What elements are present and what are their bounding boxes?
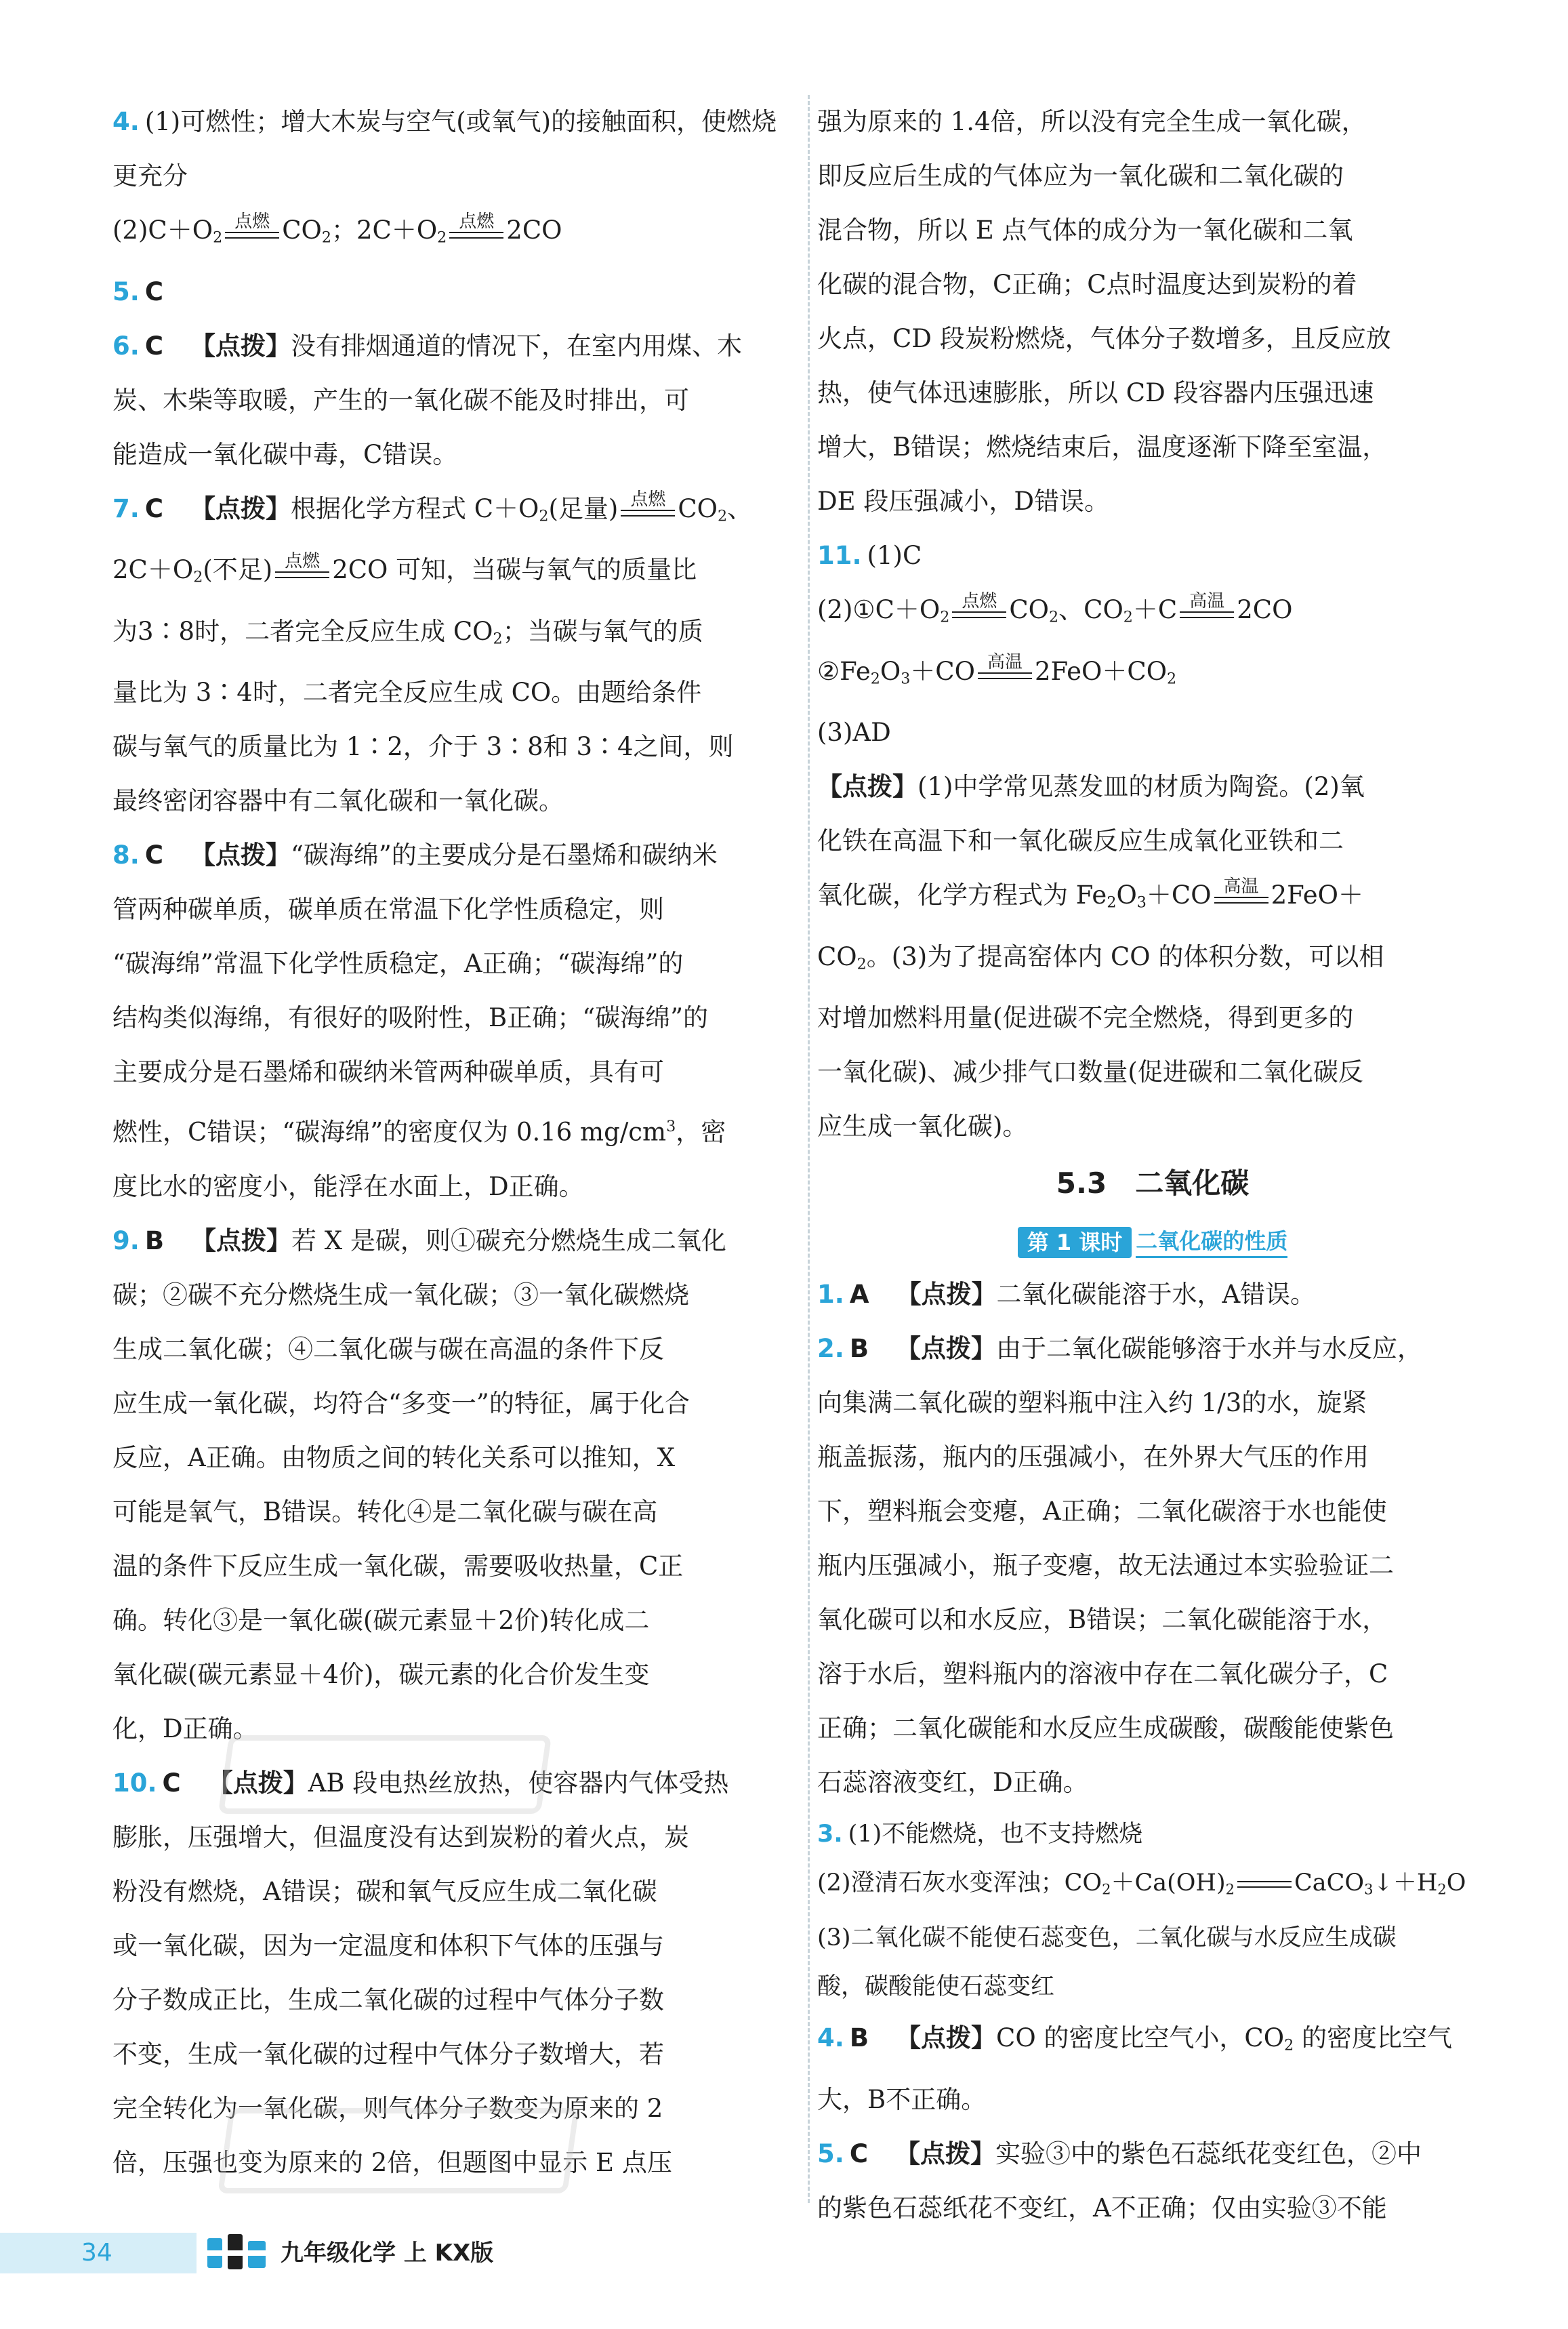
- column-divider: [808, 95, 810, 2203]
- lesson-name: 二氧化碳的性质: [1136, 1226, 1287, 1258]
- page-number: 34: [81, 2239, 112, 2267]
- answer-s1: 1. A 【点拨】二氧化碳能溶于水，A错误。: [817, 1280, 1316, 1310]
- brand-logo-icon: [203, 2231, 271, 2275]
- equation: $②Fe_2O_3+CO$ 高温 $2FeO+CO_2$: [817, 652, 1177, 688]
- right-column: [817, 95, 1488, 2235]
- answer-7: 7. C 【点拨】根据化学方程式 $C+O_2$(足量) 点燃 $CO_2$、 $2C+O_2$(不足) 点燃 2CO 可知，当碳与氧气的质量比 为3∶8时，二者完全反应生成 $CO_2$；当碳与氧气的质 量比为 3∶4时，二者完全反应生成 CO。由题给条件 碳与氧气的质量比为 1∶2，介于 3∶8和 3∶4之间，则 最终密闭容器中有二氧化碳和一氧化碳。: [112, 489, 753, 816]
- equation: $(2)①C+O_2$ 点燃 $CO_2$、$CO_2+C$ 高温 2CO: [817, 590, 1293, 626]
- answer-s5: 5. C 【点拨】实验③中的紫色石蕊纸花变红色，②中 的紫色石蕊纸花不变红，A不正确；仅由实验③不能: [817, 2139, 1422, 2223]
- book-title: 九年级化学 上 KX版: [281, 2240, 494, 2267]
- answer-8: 8. C 【点拨】“碳海绵”的主要成分是石墨烯和碳纳米 管两种碳单质，碳单质在常温下化学性质稳定，则 “碳海绵”常温下化学性质稳定，A正确；“碳海绵”的 结构类似海绵，有很好的吸附性，B正确；“碳海绵”的 主要成分是石墨烯和碳纳米管两种碳单质，具有可 燃性，C错误；“碳海绵”的密度仅为 0.16 $mg/cm^3$，密 度比水的密度小，能浮在水面上，D正确。: [112, 841, 726, 1201]
- answer-10: 10. C 【点拨】AB 段电热丝放热，使容器内气体受热 膨胀，压强增大，但温度没有达到炭粉的着火点，炭 粉没有燃烧，A错误；碳和氧气反应生成二氧化碳 或一氧化碳，因为一定温度和体积下气体的压强与 分子数成正比，生成二氧化碳的过程中气体分子数 不变，生成一氧化碳的过程中气体分子数增大，若 完全转化为一氧化碳，则气体分子数变为原来的 2 倍，压强也变为原来的 2倍，但题图中显示 E 点压: [112, 1768, 729, 2177]
- lesson-badge: 第 1 课时: [1018, 1227, 1132, 1258]
- answer-11: 11. (1)C $(2)①C+O_2$ 点燃 $CO_2$、$CO_2+C$ 高温 2CO $②Fe_2O_3+CO$ 高温 $2FeO+CO_2$ (3)AD 【点拨】(1)中学常见蒸发皿的材质为陶瓷。(2)氧 化铁在高温下和一氧化碳反应生成氧化亚铁和二 氧化碳，化学方程式为 $Fe_2O_3+CO$ 高温 2FeO＋ $CO_2$。(3)为了提高窑体内 CO 的体积分数，可以相 对增加燃料用量(促进碳不完全燃烧，得到更多的 一氧化碳)、减少排气口数量(促进碳和二氧化碳反 应生成一氧化碳)。: [817, 529, 1488, 1154]
- answer-s2: 2. B 【点拨】由于二氧化碳能够溶于水并与水反应， 向集满二氧化碳的塑料瓶中注入约 1/3的水，旋紧 瓶盖振荡，瓶内的压强减小，在外界大气压的作用 下，塑料瓶会变瘪，A正确；二氧化碳溶于水也能使 瓶内压强减小，瓶子变瘪，故无法通过本实验验证二 氧化碳可以和水反应，B错误；二氧化碳能溶于水， 溶于水后，塑料瓶内的溶液中存在二氧化碳分子，C 正确；二氧化碳能和水反应生成碳酸，碳酸能使紫色 石蕊溶液变红，D正确。: [817, 1334, 1423, 1798]
- answer-4: 4. (1)可燃性；增大木炭与空气(或氧气)的接触面积，使燃烧 更充分 $(2)C+O_2$ 点燃 $CO_2$；$2C+O_2$ 点燃 2CO: [112, 95, 783, 265]
- section-title: 5.3 二氧化碳: [1056, 1167, 1250, 1200]
- answer-6: 6. C 【点拨】没有排烟通道的情况下，在室内用煤、木 炭、木柴等取暖，产生的一氧化碳不能及时排出，可 能造成一氧化碳中毒，C错误。: [112, 331, 742, 469]
- answer-9: 9. B 【点拨】若 X 是碳，则①碳充分燃烧生成二氧化 碳；②碳不充分燃烧生成一氧化碳；③一氧化碳燃烧 生成二氧化碳；④二氧化碳与碳在高温的条件下反 应生成一氧化碳，均符合“多变一”的特征，属于化合 反应，A正确。由物质之间的转化关系可以推知，X 可能是氧气，B错误。转化④是二氧化碳与碳在高 温的条件下反应生成一氧化碳，需要吸收热量，C正 确。转化③是一氧化碳(碳元素显＋2价)转化成二 氧化碳(碳元素显＋4价)，碳元素的化合价发生变 化，D正确。: [112, 1226, 726, 1743]
- page-footer: [0, 2227, 1568, 2288]
- answer-s4: 4. B 【点拨】CO 的密度比空气小，$CO_2$ 的密度比空气 大，B不正确。: [817, 2023, 1452, 2114]
- lesson-header: [817, 1213, 1488, 1268]
- answer-s3: 3. (1)不能燃烧，也不支持燃烧 (2)澄清石灰水变浑浊；$CO_2+Ca(OH)_2$ $CaCO_3↓+H_2O$ (3)二氧化碳不能使石蕊变色，二氧化碳与水反应生成碳 酸，碳酸能使石蕊变红: [817, 1821, 1466, 2001]
- answer-5: 5. C: [112, 277, 163, 306]
- equation: $(2)C+O_2$ 点燃 $CO_2$；$2C+O_2$ 点燃 2CO: [112, 211, 562, 247]
- answer-10-continued: 强为原来的 1.4倍，所以没有完全生成一氧化碳， 即反应后生成的气体应为一氧化碳和二氧化碳的 混合物，所以 E 点气体的成分为一氧化碳和二氧 化碳的混合物，C正确；C点时温度达到炭粉的着 火点，CD 段炭粉燃烧，气体分子数增多，且反应放 热，使气体迅速膨胀，所以 CD 段容器内压强迅速 增大，B错误；燃烧结束后，温度逐渐下降至室温， DE 段压强减小，D错误。: [817, 107, 1391, 516]
- left-column: [112, 95, 783, 2190]
